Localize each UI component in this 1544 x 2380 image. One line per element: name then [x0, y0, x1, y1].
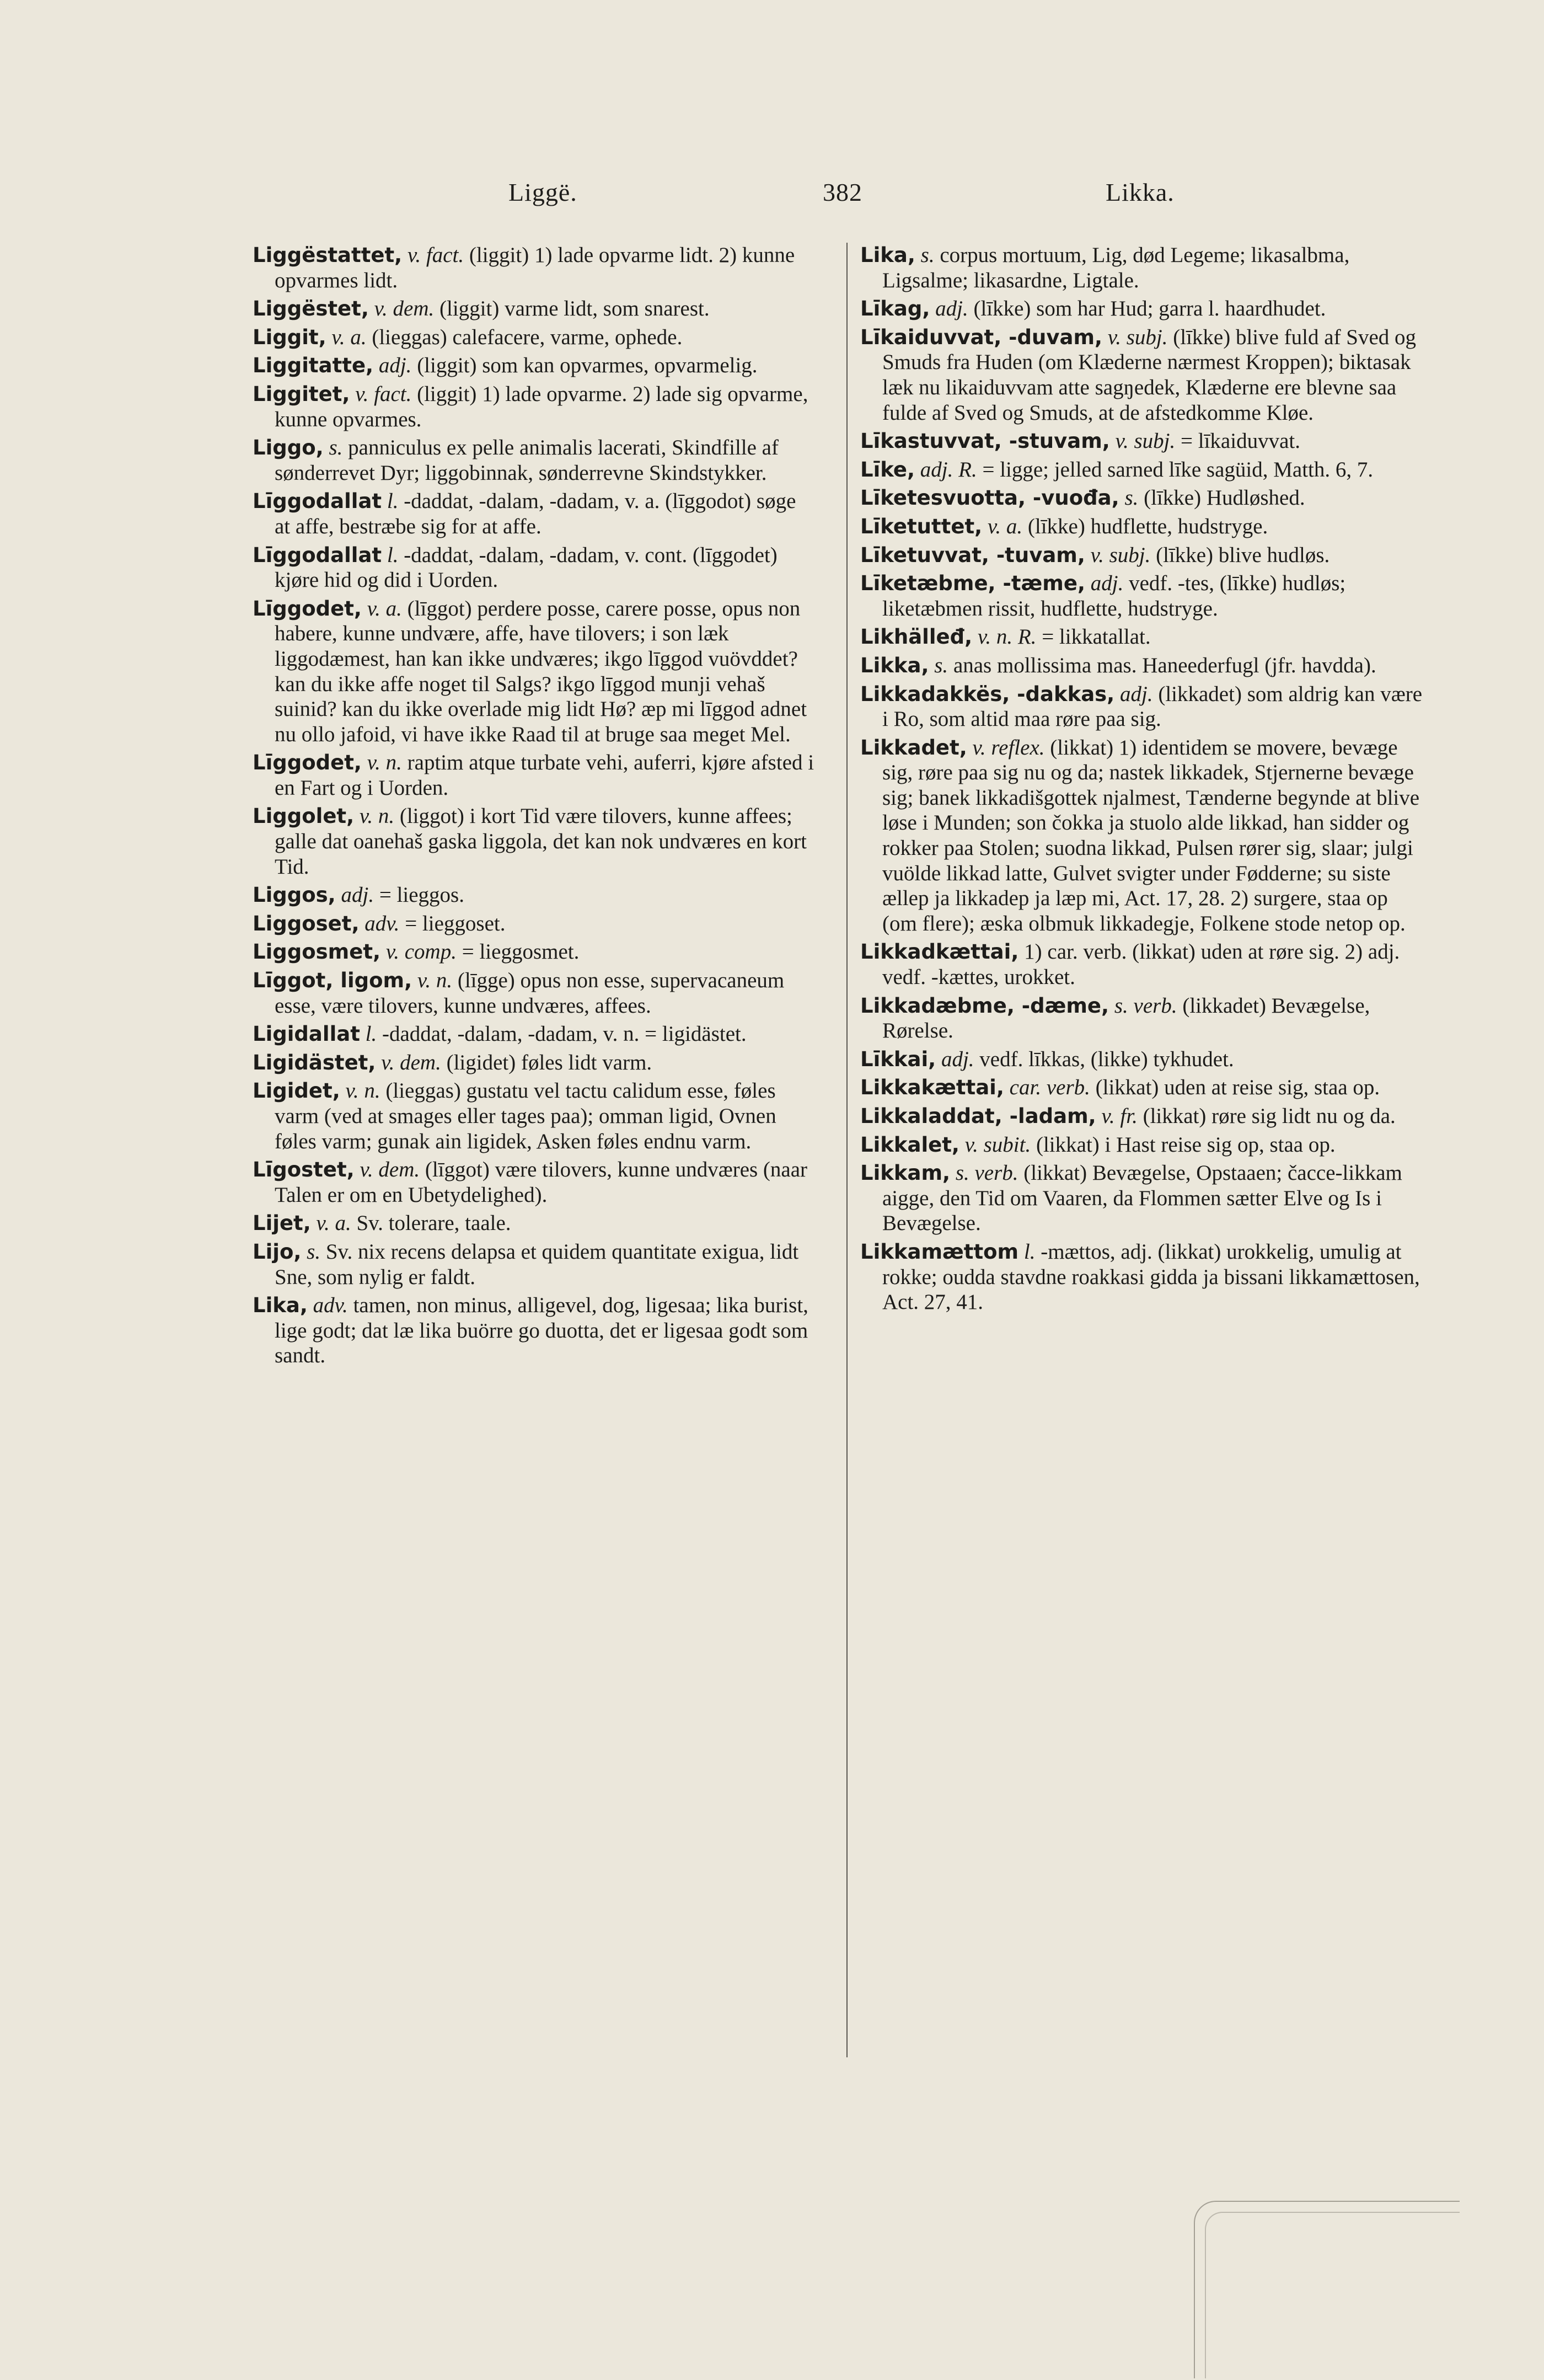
entry-definition: (likkat) røre sig lidt nu og da. [1143, 1104, 1396, 1128]
entry-headword: Līkastuvvat, -stuvam, [860, 429, 1110, 453]
entry-grammar: adj. [378, 354, 412, 378]
dictionary-entry [253, 353, 815, 378]
entry-definition: (lieggas) gustatu vel tactu calidum esse, føles varm (ved at smages eller tages paa); omman ligid, Ovnen føles varm; gunak ain ligidek, Asken føles endnu varm. [275, 1079, 776, 1153]
header-left-guideword: Liggë. [508, 178, 577, 206]
entry-grammar: adj. [941, 1047, 974, 1071]
entry-definition: (likkat) Bevægelse, Opstaaen; čacce-likkam aigge, den Tid om Vaaren, da Flommen sætter Elve og Is i Bevægelse. [882, 1161, 1402, 1236]
entry-definition: = lieggoset. [405, 911, 506, 935]
dictionary-entry [253, 489, 815, 539]
entry-grammar: v. fact. [407, 243, 464, 267]
entry-grammar: v. subj. [1107, 325, 1168, 349]
column-divider [846, 243, 848, 2057]
entry-grammar: s. verb. [1114, 993, 1177, 1018]
dictionary-entry [253, 382, 815, 432]
entry-headword: Likkalet, [860, 1132, 959, 1157]
entry-headword: Likkaladdat, -ladam, [860, 1104, 1096, 1128]
entry-definition: (liggit) varme lidt, som snarest. [439, 297, 710, 321]
entry-grammar: adj. [1090, 571, 1124, 596]
entry-headword: Likka, [860, 653, 929, 677]
entry-definition: (likkadet) Bevægelse, Rørelse. [882, 993, 1370, 1043]
entry-definition: -daddat, -dalam, -dadam, v. a. (līggodot) søge at affe, bestræbe sig for at affe. [275, 489, 796, 538]
dictionary-entry [253, 939, 815, 965]
entry-definition: = lieggos. [379, 883, 464, 907]
dictionary-entry [253, 911, 815, 937]
dictionary-entry [253, 596, 815, 747]
entry-headword: Likkamættom [860, 1239, 1019, 1264]
entry-grammar: v. subj. [1115, 429, 1176, 453]
entry-definition: anas mollissima mas. Haneederfugl (jfr. havdda). [953, 653, 1376, 677]
entry-definition: Sv. tolerare, taale. [356, 1211, 511, 1236]
entry-grammar: v. n. R. [977, 625, 1037, 649]
entry-headword: Lika, [253, 1293, 308, 1318]
entry-headword: Līggot, ligom, [253, 969, 412, 993]
entry-headword: Likkadæbme, -dæme, [860, 993, 1109, 1018]
dictionary-entry [253, 1050, 815, 1076]
entry-headword: Līkkai, [860, 1047, 936, 1071]
dictionary-entry [860, 1239, 1423, 1315]
entry-definition: panniculus ex pelle animalis lacerati, Skindfille af sønderrevet Dyr; liggobinnak, sønderrevne Skindstykker. [275, 436, 779, 485]
entry-grammar: adj. [341, 883, 374, 907]
entry-grammar: v. a. [367, 596, 402, 621]
entry-grammar: adj. [935, 297, 968, 321]
entry-headword: Ligidet, [253, 1079, 340, 1103]
dictionary-entry [860, 571, 1423, 621]
entry-definition: corpus mortuum, Lig, død Legeme; likasalbma, Ligsalme; likasardne, Ligtale. [882, 243, 1350, 292]
entry-grammar: v. a. [331, 325, 367, 349]
dictionary-entry [860, 682, 1423, 732]
entry-definition: (līkke) hudflette, hudstryge. [1027, 514, 1268, 538]
dictionary-entry [253, 1211, 815, 1236]
header-right-guideword: Likka. [1106, 178, 1175, 206]
dictionary-entry [253, 1157, 815, 1207]
entry-grammar: v. fact. [355, 382, 412, 406]
entry-grammar: s. [307, 1239, 321, 1264]
entry-headword: Līketuttet, [860, 514, 983, 538]
entry-grammar: v. dem. [360, 1158, 420, 1182]
entry-definition: (līggot) perdere posse, carere posse, opus non habere, kunne undvære, affe, have tilovers; i son læk liggodæmest, han kan ikke undværes; ikgo līggod vuövddet? kan du ikke affe noget til Salgs? ikgo līggod munji vehaš suinid? kan du ikke overlade mig lidt Hø? æp mi līggod adnet nu ollo jafoid, vi have ikke Raad til at bruge saa meget Mel. [275, 596, 807, 746]
entry-grammar: v. fr. [1101, 1104, 1138, 1128]
entry-definition: -daddat, -dalam, -dadam, v. cont. (līggodet) kjøre hid og did i Uorden. [275, 543, 778, 592]
entry-definition: vedf. -tes, (līkke) hudløs; liketæbmen rissit, hudflette, hudstryge. [882, 571, 1346, 621]
dictionary-entry [253, 325, 815, 350]
entry-definition: (likkadet) som aldrig kan være i Ro, som altid maa røre paa sig. [882, 682, 1423, 731]
dictionary-entry [253, 1078, 815, 1154]
entry-definition: raptim atque turbate vehi, auferri, kjøre afsted i en Fart og i Uorden. [275, 751, 814, 800]
entry-definition: = likkatallat. [1042, 625, 1151, 649]
entry-headword: Likkadkættai, [860, 940, 1019, 964]
dictionary-entry [253, 543, 815, 593]
entry-definition: = līkaiduvvat. [1181, 429, 1300, 453]
dictionary-entry [860, 653, 1423, 678]
dictionary-entry [860, 514, 1423, 539]
dictionary-entry [253, 1293, 815, 1368]
entry-grammar: v. dem. [381, 1050, 441, 1074]
entry-headword: Likkam, [860, 1161, 951, 1185]
entry-grammar: adj. R. [920, 457, 977, 482]
entry-definition: (likkat) 1) identidem se movere, bevæge sig, røre paa sig nu og da; nastek likkadek, Stjernerne bevæge sig; banek likkadišgottek njalmest, Tænderne begynde at blive løse i Munden; son čokka ja stuolo alde likkad, han sidder og rokker paa Stolen; suodna likkad, Pulsen rører sig, slaar; julgi vuölde likkad latte, Gulvet svigter under Fødderne; su siste ællep ja likkadep ja læp mi, Act. 17, 28. 2) surgere, staa op (om flere); æska olbmuk likkadegje, Folkene stode netop op. [882, 735, 1420, 935]
entry-definition: (līgge) opus non esse, supervacaneum esse, være tilovers, kunne undværes, affees. [275, 969, 785, 1018]
entry-definition: = ligge; jelled sarned līke sagüid, Matth. 6, 7. [982, 457, 1374, 482]
dictionary-entry [860, 543, 1423, 568]
entry-grammar: s. verb. [955, 1161, 1018, 1185]
entry-headword: Lika, [860, 243, 915, 267]
entry-definition: (liggit) som kan opvarmes, opvarmelig. [417, 354, 758, 378]
entry-definition: 1) car. verb. (likkat) uden at røre sig. 2) adj. vedf. -kættes, urokket. [882, 940, 1400, 990]
entry-headword: Ligidästet, [253, 1050, 376, 1074]
dictionary-entry [253, 296, 815, 322]
entry-grammar: car. verb. [1009, 1076, 1090, 1100]
entry-headword: Līke, [860, 457, 915, 482]
entry-headword: Likkakættai, [860, 1076, 1004, 1100]
entry-definition: vedf. līkkas, (likke) tykhudet. [979, 1047, 1234, 1071]
left-column [253, 243, 815, 1372]
entry-grammar: v. n. [359, 804, 395, 828]
entry-definition: (liggot) i kort Tid være tilovers, kunne affees; galle dat oanehaš gaska liggola, det kan nok undværes en kort Tid. [275, 804, 807, 879]
entry-grammar: s. [329, 436, 343, 460]
entry-headword: Līggodallat [253, 489, 382, 514]
dictionary-entry [253, 883, 815, 908]
dictionary-entry [253, 968, 815, 1018]
entry-definition: (liggit) 1) lade opvarme lidt. 2) kunne opvarmes lidt. [275, 243, 795, 292]
entry-headword: Līgostet, [253, 1158, 355, 1182]
entry-definition: Sv. nix recens delapsa et quidem quantitate exigua, lidt Sne, som nylig er faldt. [275, 1239, 799, 1289]
dictionary-entry [860, 429, 1423, 454]
entry-headword: Liggitet, [253, 382, 350, 406]
entry-headword: Likkadakkës, -dakkas, [860, 682, 1115, 706]
dictionary-entry [253, 1021, 815, 1047]
entry-headword: Lijet, [253, 1211, 311, 1236]
dictionary-entry [860, 939, 1423, 990]
entry-headword: Ligidallat [253, 1022, 360, 1046]
dictionary-entry [253, 804, 815, 879]
entry-headword: Liggëstattet, [253, 243, 403, 267]
entry-grammar: l. [365, 1022, 377, 1046]
entry-grammar: v. a. [316, 1211, 351, 1236]
dictionary-entry [860, 993, 1423, 1044]
entry-headword: Lijo, [253, 1239, 302, 1264]
entry-headword: Līggodet, [253, 751, 362, 775]
dictionary-entry [860, 485, 1423, 511]
entry-definition: (līkke) blive hudløs. [1156, 543, 1330, 567]
entry-grammar: v. subj. [1090, 543, 1151, 567]
dictionary-entry [860, 1132, 1423, 1158]
entry-definition: (ligidet) føles lidt varm. [446, 1050, 652, 1074]
entry-definition: (lieggas) calefacere, varme, ophede. [372, 325, 683, 349]
entry-definition: (likkat) i Hast reise sig op, staa op. [1036, 1132, 1336, 1157]
entry-definition: (līkke) blive fuld af Sved og Smuds fra Huden (om Klæderne nærmest Kroppen); biktasak læk nu likaiduvvam atte sagŋedek, Klæderne ere blevne saa fulde af Sved og Smuds, at de afstedkomme Kløe. [882, 325, 1417, 425]
dictionary-entry [860, 624, 1423, 650]
page-number: 382 [823, 178, 862, 206]
entry-headword: Liggo, [253, 436, 324, 460]
dictionary-entry [253, 435, 815, 485]
entry-headword: Līkag, [860, 297, 930, 321]
entry-definition: (liggit) 1) lade opvarme. 2) lade sig opvarme, kunne opvarmes. [275, 382, 808, 431]
dictionary-entry [253, 243, 815, 293]
dictionary-entry [860, 1047, 1423, 1072]
entry-headword: Liggolet, [253, 804, 355, 828]
entry-headword: Liggëstet, [253, 297, 369, 321]
entry-definition: tamen, non minus, alligevel, dog, ligesaa; lika burist, lige godt; dat læ lika buörre go duotta, det er ligesaa godt som sandt. [275, 1293, 808, 1368]
entry-headword: Liggosmet, [253, 940, 381, 964]
entry-grammar: adv. [313, 1293, 348, 1318]
entry-grammar: v. n. [367, 751, 402, 775]
entry-headword: Liggitatte, [253, 354, 374, 378]
entry-grammar: s. [1124, 486, 1139, 510]
entry-headword: Līggodallat [253, 543, 382, 567]
dictionary-entry [860, 325, 1423, 425]
entry-definition: (līkke) Hudløshed. [1144, 486, 1305, 510]
dictionary-entry [860, 457, 1423, 483]
page-corner-stamp-inner [1205, 2212, 1460, 2378]
entry-headword: Līketæbme, -tæme, [860, 571, 1086, 596]
entry-definition: = lieggosmet. [462, 940, 580, 964]
dictionary-entry [860, 296, 1423, 322]
entry-headword: Līketesvuotta, -vuođa, [860, 486, 1119, 510]
page-header [248, 178, 1241, 211]
entry-grammar: v. a. [987, 514, 1023, 538]
dictionary-entry [253, 750, 815, 800]
entry-grammar: v. reflex. [972, 735, 1045, 760]
dictionary-entry [860, 1104, 1423, 1129]
entry-headword: Līggodet, [253, 596, 362, 621]
right-column [860, 243, 1423, 1318]
dictionary-entry [860, 1075, 1423, 1100]
entry-grammar: s. [920, 243, 935, 267]
entry-grammar: v. n. [417, 969, 453, 993]
entry-definition: (līkke) som har Hud; garra l. haardhudet. [973, 297, 1326, 321]
entry-grammar: v. comp. [385, 940, 457, 964]
entry-grammar: s. [934, 653, 948, 677]
entry-definition: (likkat) uden at reise sig, staa op. [1095, 1076, 1380, 1100]
entry-headword: Līketuvvat, -tuvam, [860, 543, 1085, 567]
dictionary-entry [253, 1239, 815, 1290]
entry-headword: Liggos, [253, 883, 336, 907]
entry-grammar: v. dem. [374, 297, 435, 321]
dictionary-entry [860, 243, 1423, 293]
entry-grammar: l. [1023, 1239, 1036, 1264]
entry-grammar: v. n. [345, 1079, 380, 1103]
dictionary-entry [860, 735, 1423, 937]
entry-grammar: l. [387, 543, 399, 567]
dictionary-entry [860, 1160, 1423, 1236]
entry-definition: -mættos, adj. (likkat) urokkelig, umulig at rokke; oudda stavdne roakkasi gidda ja bissani likkamættosen, Act. 27, 41. [882, 1239, 1420, 1314]
entry-headword: Likkadet, [860, 735, 967, 760]
entry-headword: Liggit, [253, 325, 326, 349]
entry-grammar: v. subit. [964, 1132, 1031, 1157]
entry-headword: Līkaiduvvat, -duvam, [860, 325, 1103, 349]
entry-definition: (līggot) være tilovers, kunne undværes (naar Talen er om en Ubetydelighed). [275, 1158, 808, 1207]
entry-grammar: adj. [1120, 682, 1153, 706]
entry-grammar: l. [387, 489, 399, 514]
entry-definition: -daddat, -dalam, -dadam, v. n. = ligidästet. [382, 1022, 747, 1046]
entry-grammar: adv. [364, 911, 400, 935]
entry-headword: Liggoset, [253, 911, 360, 935]
entry-headword: Likhälleđ, [860, 625, 973, 649]
